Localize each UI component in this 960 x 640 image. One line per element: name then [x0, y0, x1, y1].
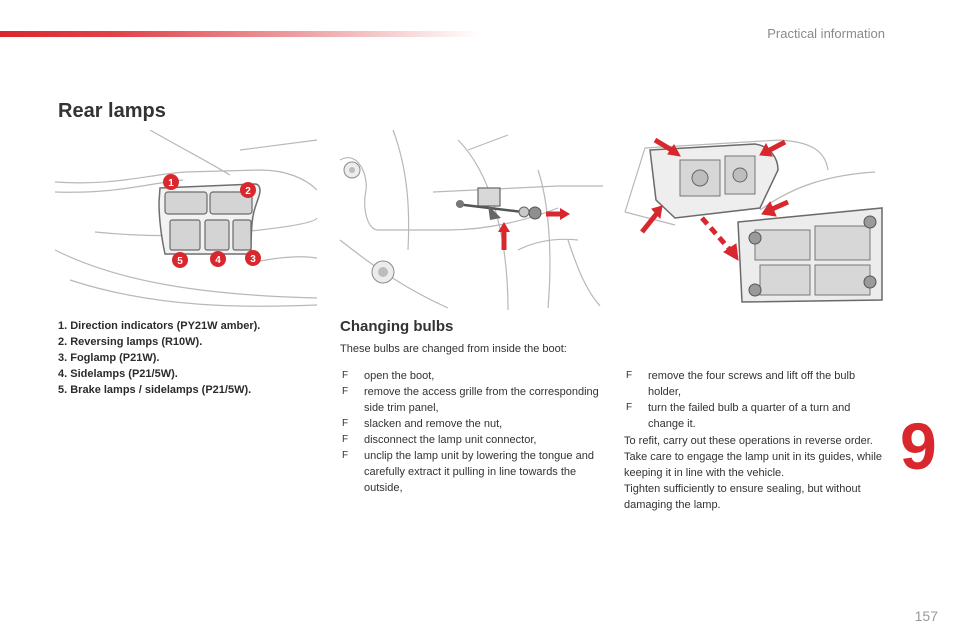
svg-text:5: 5: [177, 256, 183, 267]
legend-item: 3. Foglamp (P21W).: [58, 352, 160, 364]
page-number: 157: [914, 608, 938, 624]
bullet-icon: F: [342, 434, 349, 445]
header-accent-bar: [0, 31, 480, 37]
lamp-diagram: [55, 130, 320, 310]
svg-text:1: 1: [168, 178, 174, 189]
step-text: unclip the lamp unit by lowering the tongue and carefully extract it pulling in line towards the outside,: [364, 450, 594, 494]
callout-1: [163, 174, 179, 190]
section-header: Practical information: [767, 26, 885, 41]
page-title: Rear lamps: [58, 100, 166, 122]
section-subtitle: Changing bulbs: [340, 318, 454, 335]
step-item: [340, 384, 605, 416]
svg-text:4: 4: [215, 255, 221, 266]
bullet-icon: F: [342, 418, 349, 429]
bullet-icon: F: [626, 370, 633, 381]
step-item: [340, 416, 605, 432]
chapter-number: 9: [900, 409, 937, 483]
step-text: remove the four screws and lift off the bulb holder,: [648, 370, 856, 398]
bullet-icon: F: [626, 402, 633, 413]
step-item: [340, 432, 605, 448]
step-text: slacken and remove the nut,: [364, 418, 503, 430]
callout-3: [245, 250, 261, 266]
svg-text:3: 3: [250, 254, 256, 265]
step-text: turn the failed bulb a quarter of a turn and change it.: [648, 402, 851, 430]
legend-item: 1. Direction indicators (PY21W amber).: [58, 320, 261, 332]
refit-line: Tighten sufficiently to ensure sealing, but without damaging the lamp.: [624, 483, 861, 511]
callout-2: [240, 182, 256, 198]
boot-trim-diagram: [338, 130, 603, 310]
steps-list-left: [340, 368, 605, 496]
steps-list-right: [624, 368, 886, 432]
refit-text: [624, 433, 894, 513]
bullet-icon: F: [342, 450, 349, 461]
step-text: remove the access grille from the corresponding side trim panel,: [364, 386, 599, 414]
bulb-legend: [58, 318, 260, 398]
refit-line: To refit, carry out these operations in reverse order.: [624, 435, 873, 447]
legend-item: 4. Sidelamps (P21/5W).: [58, 368, 178, 380]
legend-item: 2. Reversing lamps (R10W).: [58, 336, 203, 348]
intro-text: These bulbs are changed from inside the boot:: [340, 343, 567, 355]
step-text: open the boot,: [364, 370, 435, 382]
bulb-holder-diagram: [620, 130, 895, 310]
step-item: [340, 448, 605, 496]
svg-text:2: 2: [245, 186, 251, 197]
legend-item: 5. Brake lamps / sidelamps (P21/5W).: [58, 384, 252, 396]
step-item: [340, 368, 605, 384]
step-item: [624, 400, 886, 432]
bullet-icon: F: [342, 370, 349, 381]
callout-5: [172, 252, 188, 268]
refit-line: Take care to engage the lamp unit in its guides, while keeping it in line with the vehicle.: [624, 451, 883, 479]
callout-4: [210, 251, 226, 267]
step-text: disconnect the lamp unit connector,: [364, 434, 537, 446]
bullet-icon: F: [342, 386, 349, 397]
step-item: [624, 368, 886, 400]
